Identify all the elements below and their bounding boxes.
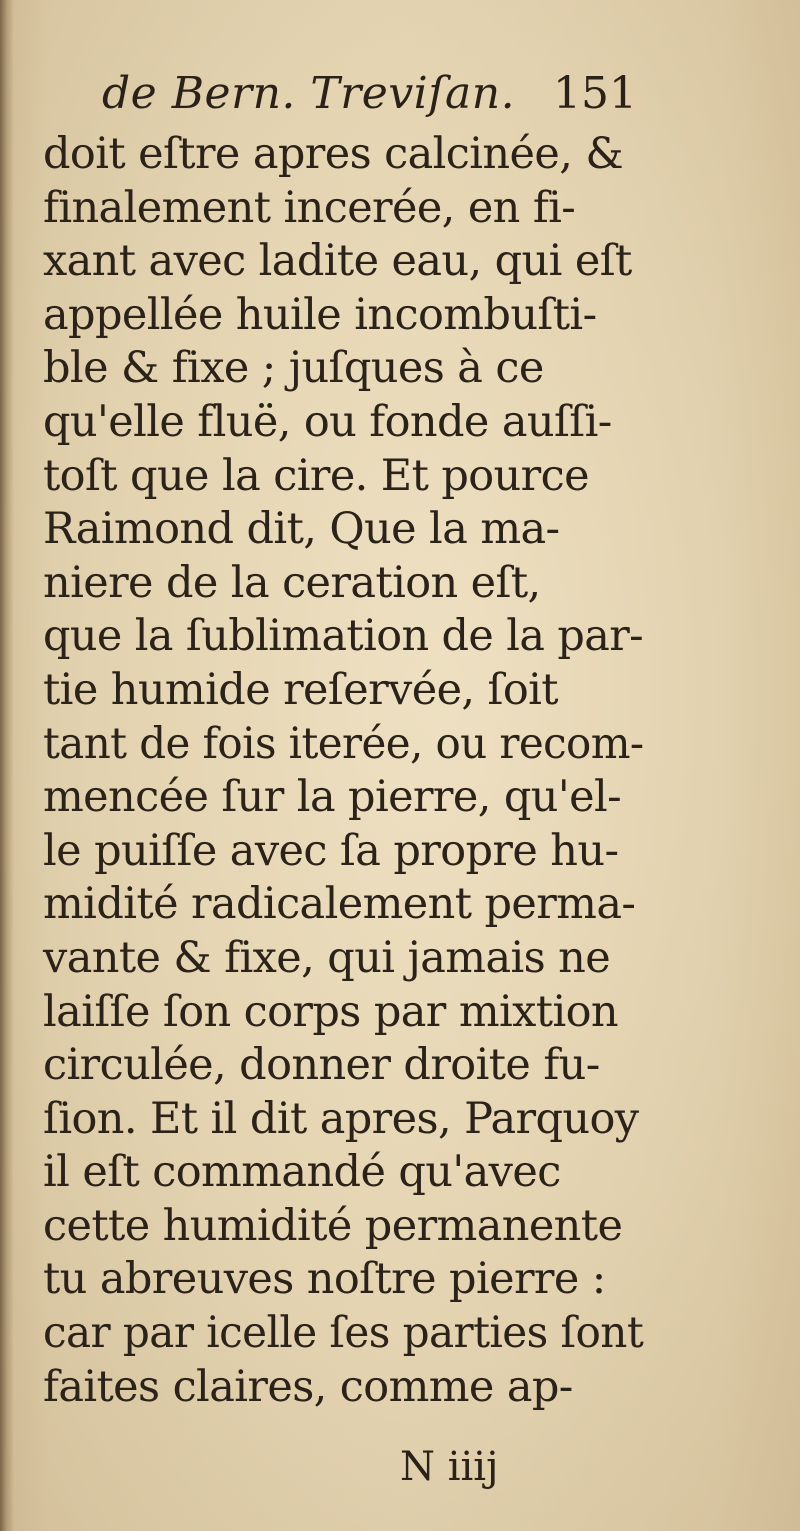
text-line-21: cette humidité permanente [43,1200,623,1251]
text-line-13: mencée ſur la pierre, qu'el- [43,772,622,823]
text-line-19: ſion. Et il dit apres, Parquoy [43,1093,639,1144]
text-line-7: toſt que la cire. Et pource [43,450,589,501]
text-line-9: niere de la ceration eſt, [43,557,541,608]
text-line-3: xant avec ladite eau, qui eſt [43,236,632,287]
page-number: 151 [553,68,637,119]
running-title: de Bern. Treviſan. [102,68,516,119]
text-line-22: tu abreuves noſtre pierre : [43,1254,606,1305]
text-line-24: faites claires, comme ap- [43,1361,573,1412]
text-line-23: car par icelle ſes parties ſont [43,1308,644,1359]
text-line-17: laiſſe ſon corps par mixtion [43,986,619,1037]
body-text [43,128,643,1414]
signature-mark: N iiij [400,1444,499,1490]
text-line-8: Raimond dit, Que la ma- [43,504,560,555]
text-line-1: doit eſtre apres calcinée, & [43,129,624,179]
text-line-6: qu'elle fluë, ou fonde auſſi- [43,396,612,447]
text-line-16: vante & fixe, qui jamais ne [43,932,611,983]
text-line-20: il eſt commandé qu'avec [43,1147,561,1198]
text-line-11: tie humide reſervée, ſoit [43,664,558,715]
text-line-12: tant de fois iterée, ou recom- [43,718,644,769]
text-line-4: appellée huile incombuſti- [43,289,597,340]
binding-shadow [0,0,14,1531]
page-header [0,66,800,126]
text-line-10: que la ſublimation de la par- [43,611,644,662]
text-line-2: finalement incerée, en fi- [43,182,576,233]
text-line-18: circulée, donner droite fu- [43,1040,600,1091]
text-line-14: le puiſſe avec ſa propre hu- [43,825,619,876]
text-line-5: ble & fixe ; juſques à ce [43,343,544,394]
text-line-15: midité radicalement perma- [43,879,636,930]
